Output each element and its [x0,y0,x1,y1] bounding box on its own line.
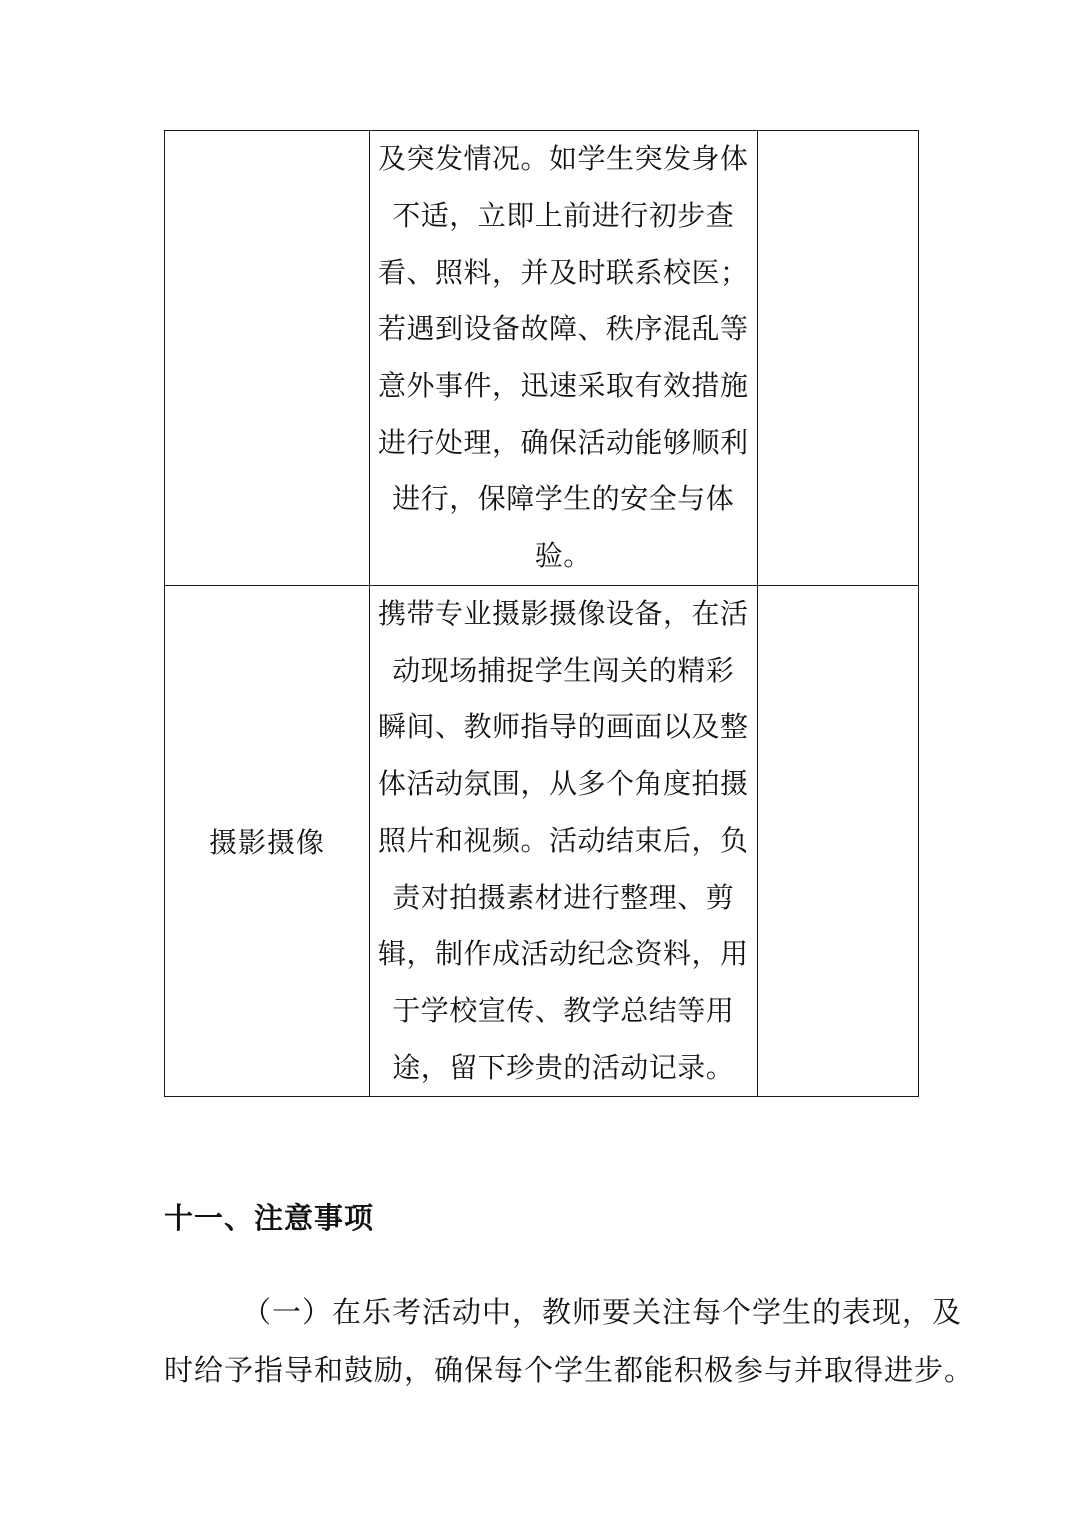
description-line: 照片和视频。活动结束后，负 [378,823,749,857]
description-line: 及突发情况。如学生突发身体 [378,142,749,176]
description-line: 携带专业摄影摄像设备，在活 [378,597,749,630]
description-cell [370,586,758,1097]
role-cell [165,586,370,1097]
description-line: 看、照料，并及时联系校医； [378,255,749,289]
description-line: 验。 [534,539,592,573]
section-paragraph [164,1283,975,1399]
duty-table [164,130,919,1097]
description-text [370,586,757,1096]
description-cell [370,131,758,586]
description-line: 若遇到设备故障、秩序混乱等 [378,312,749,346]
description-line: 不适，立即上前进行初步查 [392,198,735,232]
description-line: 体活动氛围，从多个角度拍摄 [378,767,749,801]
description-line: 动现场捕捉学生闯关的精彩 [392,653,735,687]
description-line: 进行，保障学生的安全与体 [392,482,735,516]
description-line: 意外事件，迅速采取有效措施 [378,369,749,402]
paragraph-line: （一）在乐考活动中，教师要关注每个学生的表现，及 [242,1295,963,1329]
note-cell [757,586,918,1097]
description-line: 途，留下珍贵的活动记录。 [392,1050,735,1084]
table-row [165,131,919,586]
note-cell [757,131,918,586]
section-heading: 十一、注意事项 [164,1201,375,1235]
role-label: 摄影摄像 [208,826,325,860]
description-line: 瞬间、教师指导的画面以及整 [378,710,749,744]
description-line: 辑，制作成活动纪念资料，用 [378,937,749,971]
table-row [165,586,919,1097]
description-text [370,131,757,585]
paragraph-line: 时给予指导和鼓励，确保每个学生都能积极参与并取得进步。 [164,1353,975,1387]
description-line: 进行处理，确保活动能够顺利 [378,425,749,459]
description-line: 于学校宣传、教学总结等用 [392,993,735,1027]
role-cell [165,131,370,586]
description-line: 责对拍摄素材进行整理、剪 [392,880,735,914]
